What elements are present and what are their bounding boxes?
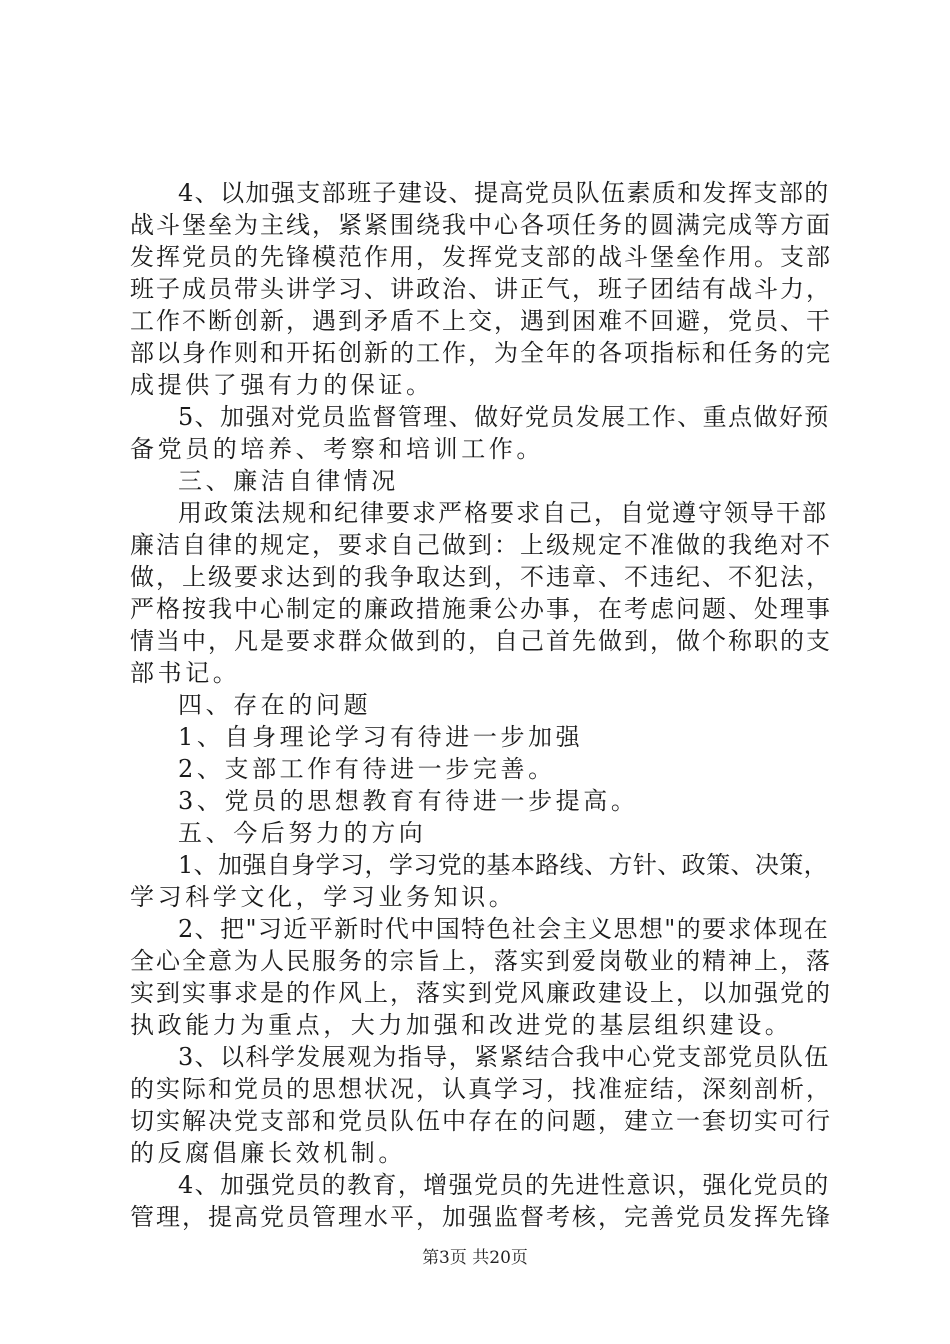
text-line: 1、加强自身学习，学习党的基本路线、方针、政策、决策， [178, 851, 829, 879]
text-line: 发挥党员的先锋模范作用，发挥党支部的战斗堡垒作用。支部 [130, 243, 832, 271]
page-footer: 第3页 共20页 [422, 1248, 528, 1268]
section-heading: 五、今后努力的方向 [178, 819, 427, 847]
text-line: 的反腐倡廉长效机制。 [130, 1139, 406, 1167]
text-line: 学习科学文化，学习业务知识。 [130, 883, 517, 911]
text-line: 5、加强对党员监督管理、做好党员发展工作、重点做好预 [178, 403, 830, 431]
text-line: 执政能力为重点，大力加强和改进党的基层组织建设。 [130, 1011, 793, 1039]
text-line: 4、以加强支部班子建设、提高党员队伍素质和发挥支部的 [178, 179, 830, 207]
section-heading: 三、廉洁自律情况 [178, 467, 399, 495]
text-line: 切实解决党支部和党员队伍中存在的问题，建立一套切实可行 [130, 1107, 832, 1135]
text-line: 情当中，凡是要求群众做到的，自己首先做到，做个称职的支 [130, 627, 832, 655]
text-line: 3、以科学发展观为指导，紧紧结合我中心党支部党员队伍 [178, 1043, 830, 1071]
text-line: 战斗堡垒为主线，紧紧围绕我中心各项任务的圆满完成等方面 [130, 211, 832, 239]
text-line: 备党员的培养、考察和培训工作。 [130, 435, 544, 463]
text-line: 用政策法规和纪律要求严格要求自己，自觉遵守领导干部 [178, 499, 828, 527]
text-line: 班子成员带头讲学习、讲政治、讲正气，班子团结有战斗力， [130, 275, 832, 303]
text-line: 严格按我中心制定的廉政措施秉公办事，在考虑问题、处理事 [130, 595, 832, 623]
text-line: 1、自身理论学习有待进一步加强 [178, 723, 584, 751]
text-line: 2、支部工作有待进一步完善。 [178, 755, 556, 783]
text-line: 的实际和党员的思想状况，认真学习，找准症结，深刻剖析， [130, 1075, 832, 1103]
text-line: 2、把"习近平新时代中国特色社会主义思想"的要求体现在 [178, 915, 830, 943]
text-line: 做，上级要求达到的我争取达到，不违章、不违纪、不犯法， [130, 563, 832, 591]
text-line: 全心全意为人民服务的宗旨上，落实到爱岗敬业的精神上，落 [130, 947, 832, 975]
text-line: 管理，提高党员管理水平，加强监督考核，完善党员发挥先锋 [130, 1203, 832, 1231]
text-line: 工作不断创新，遇到矛盾不上交，遇到困难不回避，党员、干 [130, 307, 832, 335]
text-line: 部书记。 [130, 659, 241, 687]
text-line: 3、党员的思想教育有待进一步提高。 [178, 787, 639, 815]
text-line: 廉洁自律的规定，要求自己做到：上级规定不准做的我绝对不 [130, 531, 832, 559]
text-line: 成提供了强有力的保证。 [130, 371, 434, 399]
text-line: 部以身作则和开拓创新的工作，为全年的各项指标和任务的完 [130, 339, 832, 367]
text-line: 4、加强党员的教育，增强党员的先进性意识，强化党员的 [178, 1171, 830, 1199]
text-line: 实到实事求是的作风上，落实到党风廉政建设上，以加强党的 [130, 979, 832, 1007]
section-heading: 四、存在的问题 [178, 691, 372, 719]
